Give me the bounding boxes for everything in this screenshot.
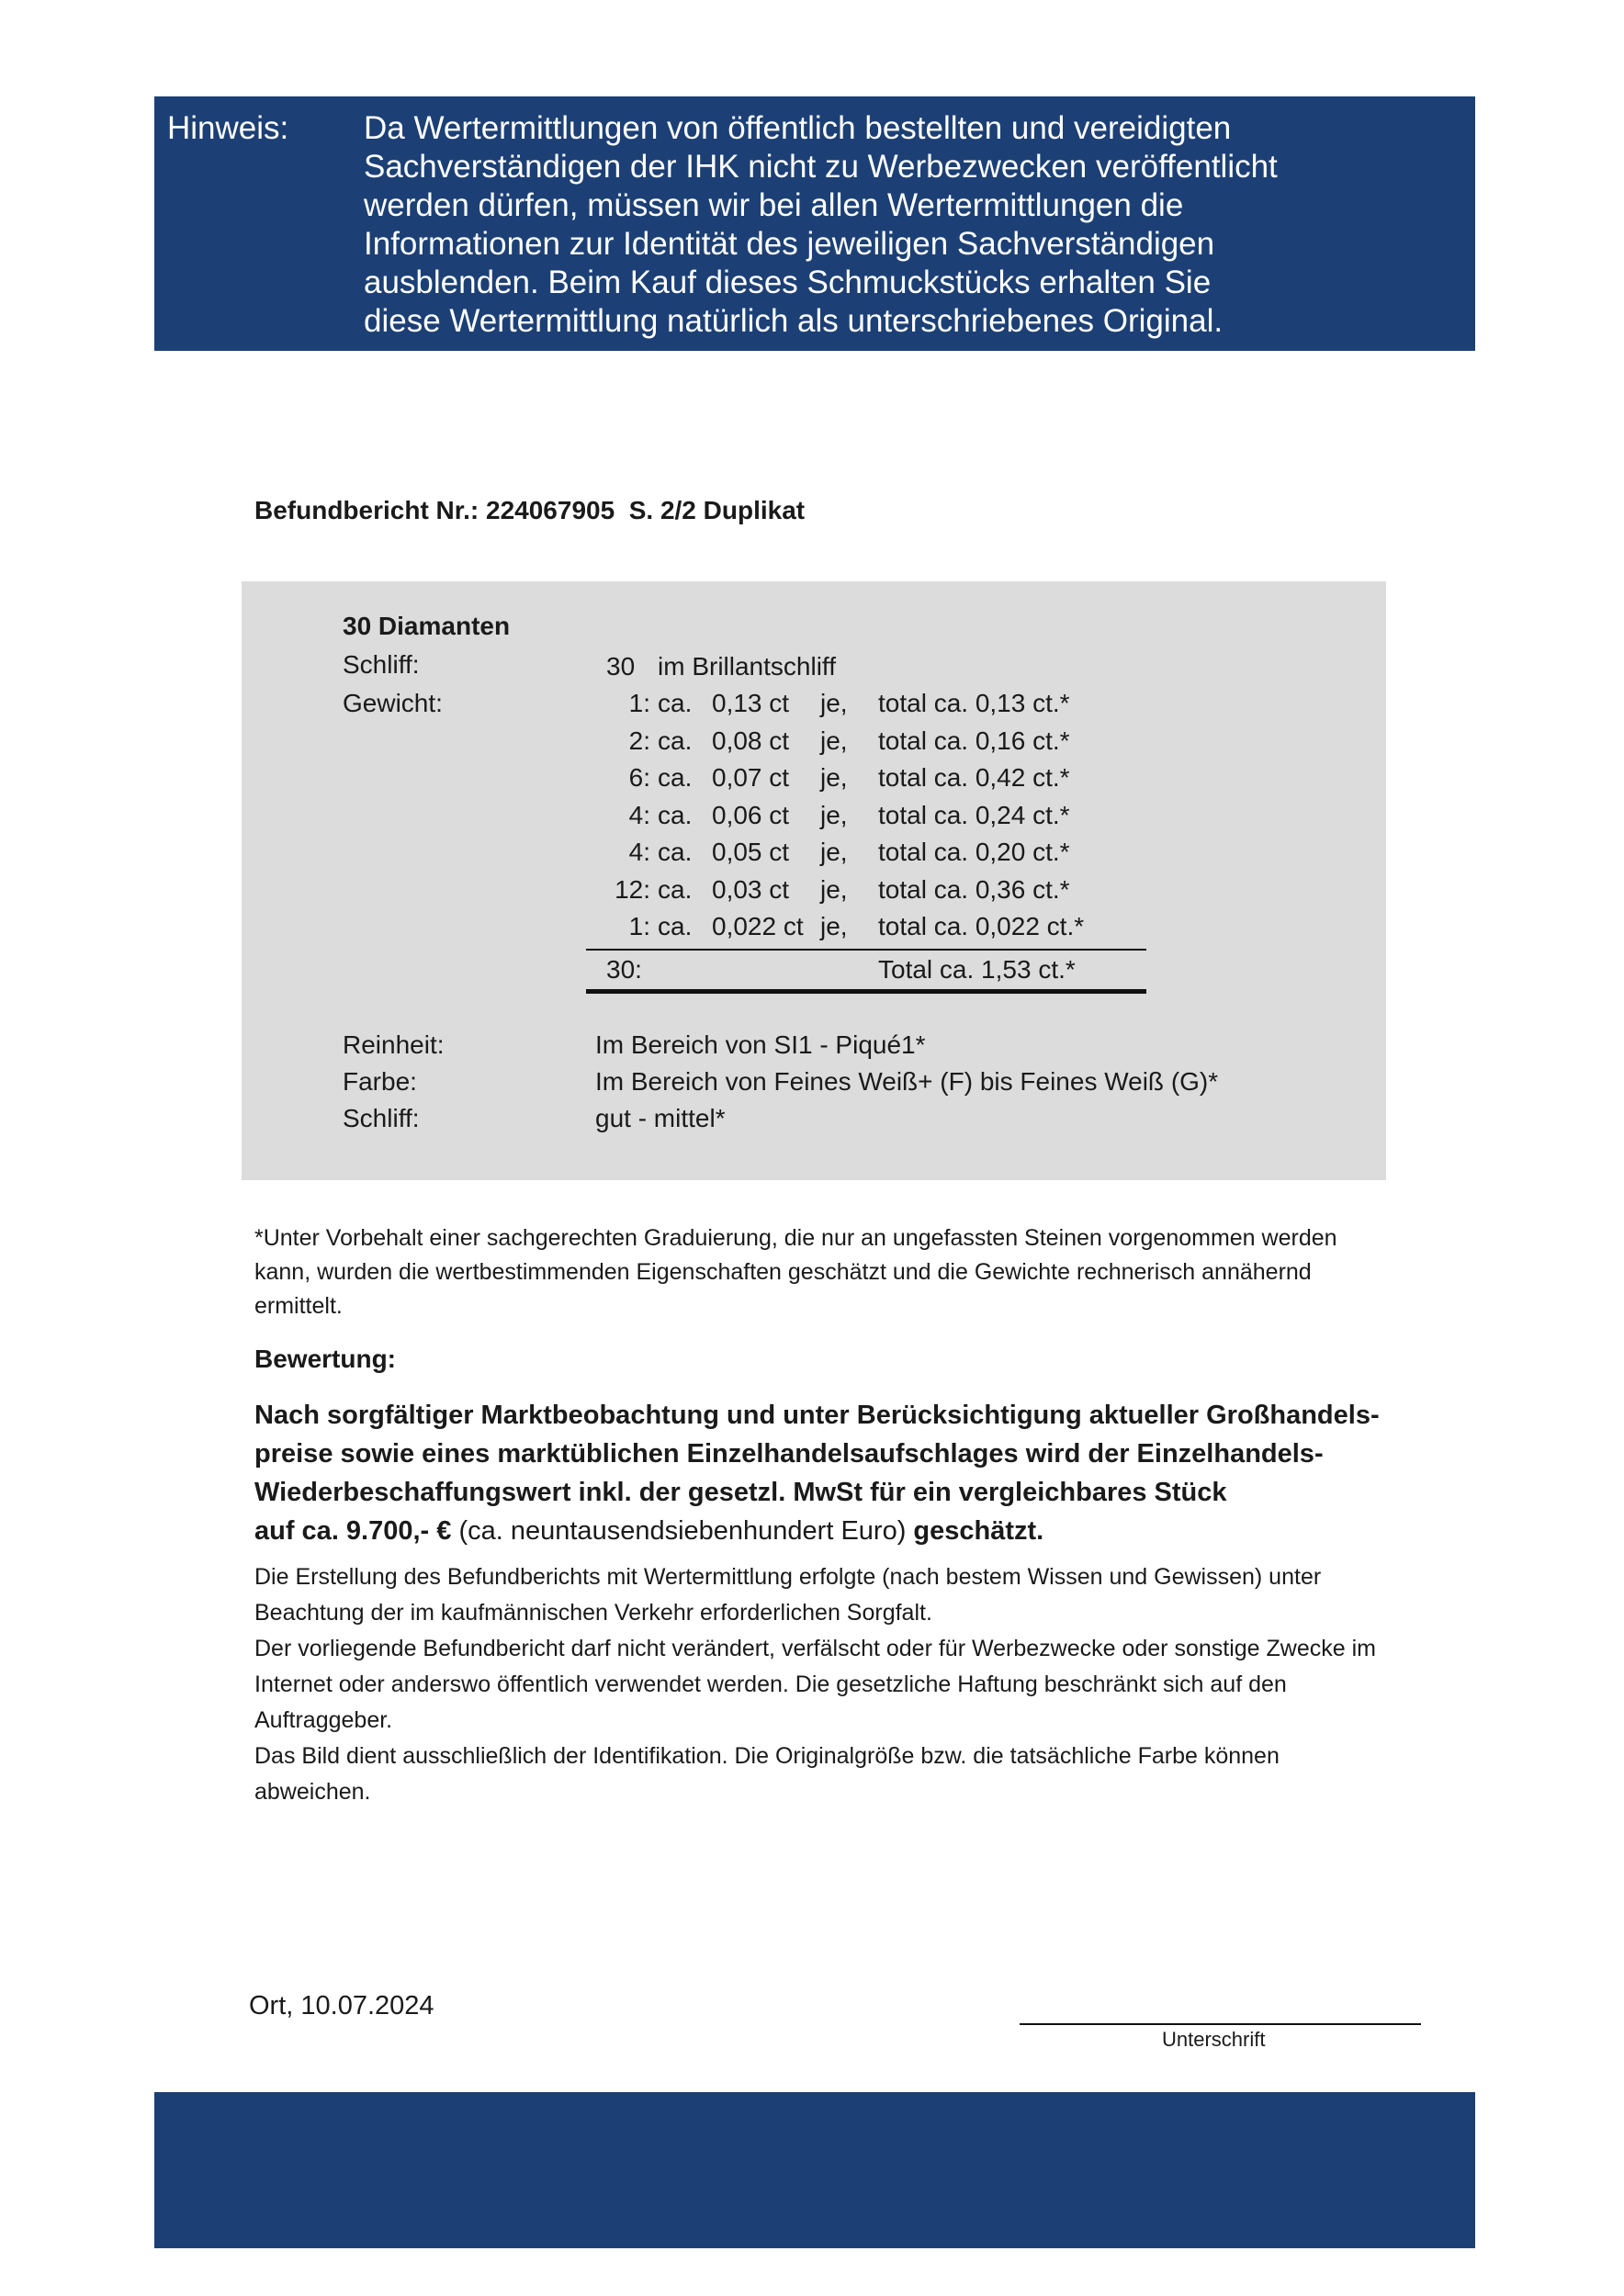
weight-ca: ca. bbox=[658, 874, 693, 904]
weight-total: total ca. 0,16 ct.* bbox=[878, 726, 1070, 755]
disclaimer-line: Auftraggeber. bbox=[254, 1707, 393, 1733]
weight-total: total ca. 0,13 ct.* bbox=[878, 689, 1070, 717]
sum-rule bbox=[586, 949, 1146, 951]
color-value: Im Bereich von Feines Weiß+ (F) bis Feines Weiß (G)* bbox=[595, 1067, 1219, 1096]
valuation-text bbox=[254, 1396, 1476, 1550]
cut-grade-value: gut - mittel* bbox=[595, 1104, 726, 1132]
weight-per-stone: 0,03 ct bbox=[712, 874, 790, 904]
footnote-line: *Unter Vorbehalt einer sachgerechten Graduierung, die nur an ungefassten Steinen vorgenommen werden bbox=[254, 1225, 1337, 1251]
disclaimer-line: Internet oder anderswo öffentlich verwendet werden. Die gesetzliche Haftung beschränkt sich auf den bbox=[254, 1671, 1287, 1697]
weight-per-stone: 0,022 ct bbox=[712, 912, 804, 940]
sum-total: Total ca. 1,53 ct.* bbox=[878, 955, 1076, 984]
disclaimer-paragraph bbox=[254, 1739, 1476, 1810]
notice-banner bbox=[154, 96, 1475, 351]
notice-line: ausblenden. Beim Kauf dieses Schmuckstücks erhalten Sie bbox=[364, 264, 1212, 300]
cut-grade-label: Schliff: bbox=[343, 1104, 420, 1132]
sum-count: 30: bbox=[606, 955, 642, 984]
weight-je: je, bbox=[820, 838, 848, 866]
disclaimer-line: Die Erstellung des Befundberichts mit Wertermittlung erfolgte (nach bestem Wissen und Gewissen) unter bbox=[254, 1564, 1322, 1590]
color-label: Farbe: bbox=[343, 1067, 417, 1096]
valuation-heading: Bewertung: bbox=[254, 1345, 396, 1373]
weight-total: total ca. 0,022 ct.* bbox=[878, 912, 1085, 940]
clarity-label: Reinheit: bbox=[343, 1030, 445, 1059]
weight-per-stone: 0,06 ct bbox=[712, 800, 790, 829]
total-rule bbox=[586, 989, 1146, 994]
footnote-line: kann, wurden die wertbestimmenden Eigenschaften geschätzt und die Gewichte rechnerisch annähernd bbox=[254, 1259, 1312, 1285]
valuation-line: Nach sorgfältiger Marktbeobachtung und unter Berücksichtigung aktueller Großhandels- bbox=[254, 1401, 1380, 1430]
valuation-line: Wiederbeschaffungswert inkl. der gesetzl. MwSt für ein vergleichbares Stück bbox=[254, 1478, 1227, 1507]
weight-total: total ca. 0,42 ct.* bbox=[878, 763, 1070, 792]
weight-count: 4: bbox=[628, 800, 650, 829]
weight-ca: ca. bbox=[658, 726, 693, 755]
weight-total: total ca. 0,24 ct.* bbox=[878, 800, 1070, 829]
report-title: Befundbericht Nr.: 224067905 S. 2/2 Duplikat bbox=[254, 496, 806, 524]
notice-line: werden dürfen, müssen wir bei allen Wertermittlungen die bbox=[364, 187, 1184, 223]
disclaimer-paragraph bbox=[254, 1559, 1476, 1631]
notice-line: Da Wertermittlungen von öffentlich bestellten und vereidigten bbox=[364, 110, 1232, 146]
weight-per-stone: 0,08 ct bbox=[712, 726, 790, 755]
weight-per-stone: 0,07 ct bbox=[712, 763, 790, 792]
valuation-amount-line bbox=[254, 1512, 1476, 1550]
disclaimer-paragraph bbox=[254, 1631, 1476, 1739]
weight-ca: ca. bbox=[658, 689, 693, 717]
weight-count: 4: bbox=[628, 838, 650, 866]
weight-ca: ca. bbox=[658, 800, 693, 829]
weight-je: je, bbox=[820, 726, 848, 755]
weight-ca: ca. bbox=[658, 763, 693, 792]
signature-label: Unterschrift bbox=[1162, 2028, 1266, 2051]
weight-total: total ca. 0,20 ct.* bbox=[878, 838, 1070, 866]
footnote-line: ermittelt. bbox=[254, 1293, 343, 1319]
weight-je: je, bbox=[820, 689, 848, 717]
diamond-heading: 30 Diamanten bbox=[343, 612, 511, 640]
disclaimer-line: Beachtung der im kaufmännischen Verkehr erforderlichen Sorgfalt. bbox=[254, 1600, 932, 1626]
weight-per-stone: 0,05 ct bbox=[712, 838, 790, 866]
weight-label: Gewicht: bbox=[343, 689, 443, 717]
cut-value: im Brillantschliff bbox=[658, 652, 836, 681]
weight-count: 1: bbox=[628, 912, 650, 940]
diamond-details-box bbox=[242, 581, 1386, 1180]
disclaimer-line: abweichen. bbox=[254, 1779, 371, 1805]
weight-count: 12: bbox=[615, 874, 650, 904]
disclaimer-line: Das Bild dient ausschließlich der Identifikation. Die Originalgröße bzw. die tatsächliche Farbe können bbox=[254, 1743, 1280, 1769]
weight-ca: ca. bbox=[658, 912, 693, 940]
weight-count: 6: bbox=[628, 763, 650, 792]
clarity-value: Im Bereich von SI1 - Piqué1* bbox=[595, 1030, 926, 1059]
cut-label: Schliff: bbox=[343, 650, 420, 679]
place-date: Ort, 10.07.2024 bbox=[249, 1991, 434, 2020]
weight-je: je, bbox=[820, 763, 848, 792]
weight-total: total ca. 0,36 ct.* bbox=[878, 874, 1070, 904]
cut-count: 30 bbox=[606, 652, 636, 681]
signature-line bbox=[1020, 2023, 1421, 2025]
weight-count: 1: bbox=[628, 689, 650, 717]
valuation-amount: auf ca. 9.700,- € bbox=[254, 1516, 452, 1546]
notice-line: diese Wertermittlung natürlich als unterschriebenes Original. bbox=[364, 303, 1224, 339]
weight-count: 2: bbox=[628, 726, 650, 755]
weight-ca: ca. bbox=[658, 838, 693, 866]
disclaimer bbox=[254, 1559, 1476, 1810]
weight-je: je, bbox=[820, 874, 848, 904]
valuation-estimated: geschätzt. bbox=[913, 1516, 1044, 1546]
notice-line: Sachverständigen der IHK nicht zu Werbezwecken veröffentlicht bbox=[364, 149, 1278, 185]
notice-text bbox=[364, 109, 1448, 341]
footnote bbox=[254, 1221, 1476, 1323]
weight-per-stone: 0,13 ct bbox=[712, 689, 790, 717]
notice-line: Informationen zur Identität des jeweiligen Sachverständigen bbox=[364, 226, 1215, 262]
footer-band bbox=[154, 2092, 1475, 2248]
valuation-amount-words: (ca. neuntausendsiebenhundert Euro) bbox=[451, 1516, 914, 1546]
weight-je: je, bbox=[820, 912, 848, 940]
disclaimer-line: Der vorliegende Befundbericht darf nicht verändert, verfälscht oder für Werbezwecke oder sonstige Zwecke im bbox=[254, 1636, 1376, 1661]
weight-je: je, bbox=[820, 800, 848, 829]
notice-label: Hinweis: bbox=[167, 110, 289, 146]
valuation-line: preise sowie eines marktüblichen Einzelhandelsaufschlages wird der Einzelhandels- bbox=[254, 1439, 1324, 1469]
